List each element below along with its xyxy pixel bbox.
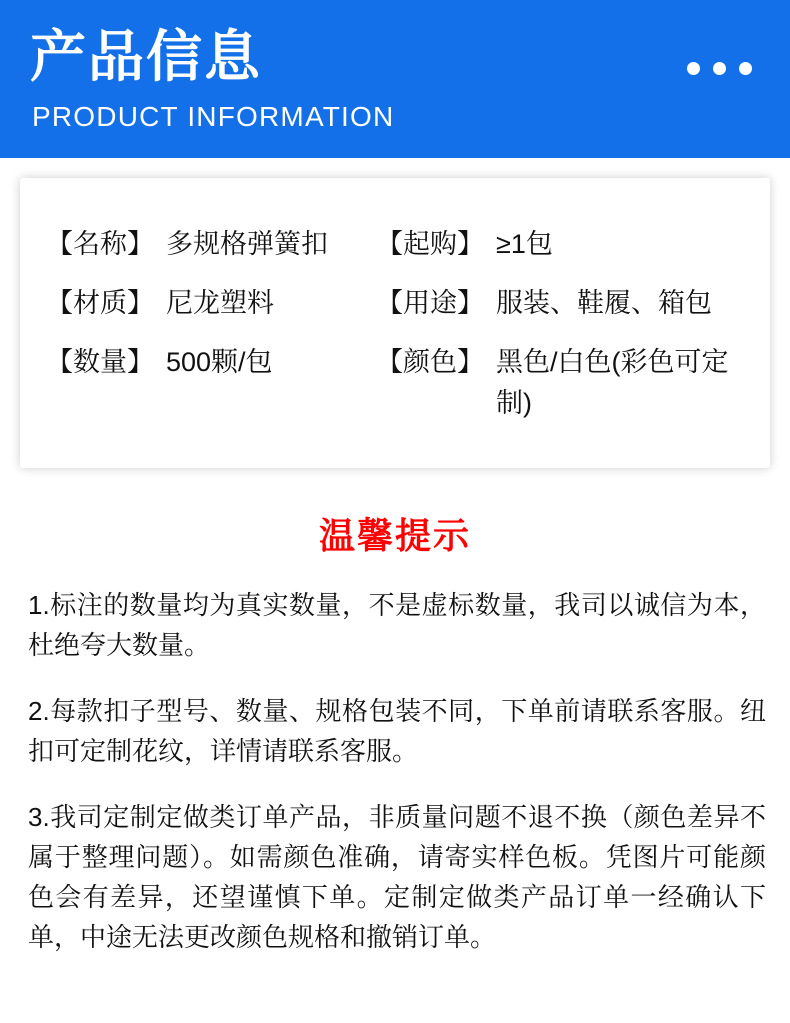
dot-icon: [739, 62, 752, 75]
page-header: [0, 0, 790, 158]
spec-value: 尼龙塑料: [166, 288, 274, 319]
spec-key: 【数量】: [46, 347, 154, 378]
page-subtitle: PRODUCT INFORMATION: [32, 101, 395, 133]
spec-value: 服装、鞋履、箱包: [496, 288, 712, 319]
spec-cell: [376, 283, 744, 324]
spec-value: 黑色/白色(彩色可定制): [496, 347, 729, 419]
spec-cell: [376, 342, 744, 424]
spec-row: [46, 283, 744, 324]
dot-icon: [713, 62, 726, 75]
tip-item: 3.我司定制定做类订单产品，非质量问题不退不换（颜色差异不属于整理问题）。如需颜色准确，请寄实样色板。凭图片可能颜色会有差异，还望谨慎下单。定制定做类产品订单一经确认下单，中途无法更改颜色规格和撤销订单。: [28, 802, 766, 953]
spec-value: 多规格弹簧扣: [166, 229, 328, 259]
spec-cell: [46, 224, 376, 265]
spec-key: 【起购】: [376, 229, 484, 259]
spec-card: [20, 178, 770, 468]
spec-key: 【材质】: [46, 288, 154, 319]
tips-title: 温馨提示: [318, 515, 471, 557]
page-title: 产品信息: [30, 25, 262, 88]
tip-item: 2.每款扣子型号、数量、规格包装不同，下单前请联系客服。纽扣可定制花纹，详情请联系客服。: [28, 696, 766, 767]
spec-value: 500颗/包: [166, 347, 273, 378]
decorative-dots-icon: [687, 62, 752, 75]
spec-row: [46, 342, 744, 424]
spec-value: ≥1包: [496, 229, 553, 259]
tip-item: 1.标注的数量均为真实数量，不是虚标数量，我司以诚信为本，杜绝夸大数量。: [28, 590, 766, 661]
tips-body: [0, 585, 790, 957]
spec-card-container: [0, 158, 790, 468]
spec-cell: [46, 342, 376, 383]
spec-cell: [376, 224, 744, 265]
spec-key: 【名称】: [46, 229, 154, 259]
spec-key: 【用途】: [376, 288, 484, 319]
spec-row: [46, 224, 744, 265]
spec-cell: [46, 283, 376, 324]
spec-key: 【颜色】: [376, 347, 484, 378]
dot-icon: [687, 62, 700, 75]
